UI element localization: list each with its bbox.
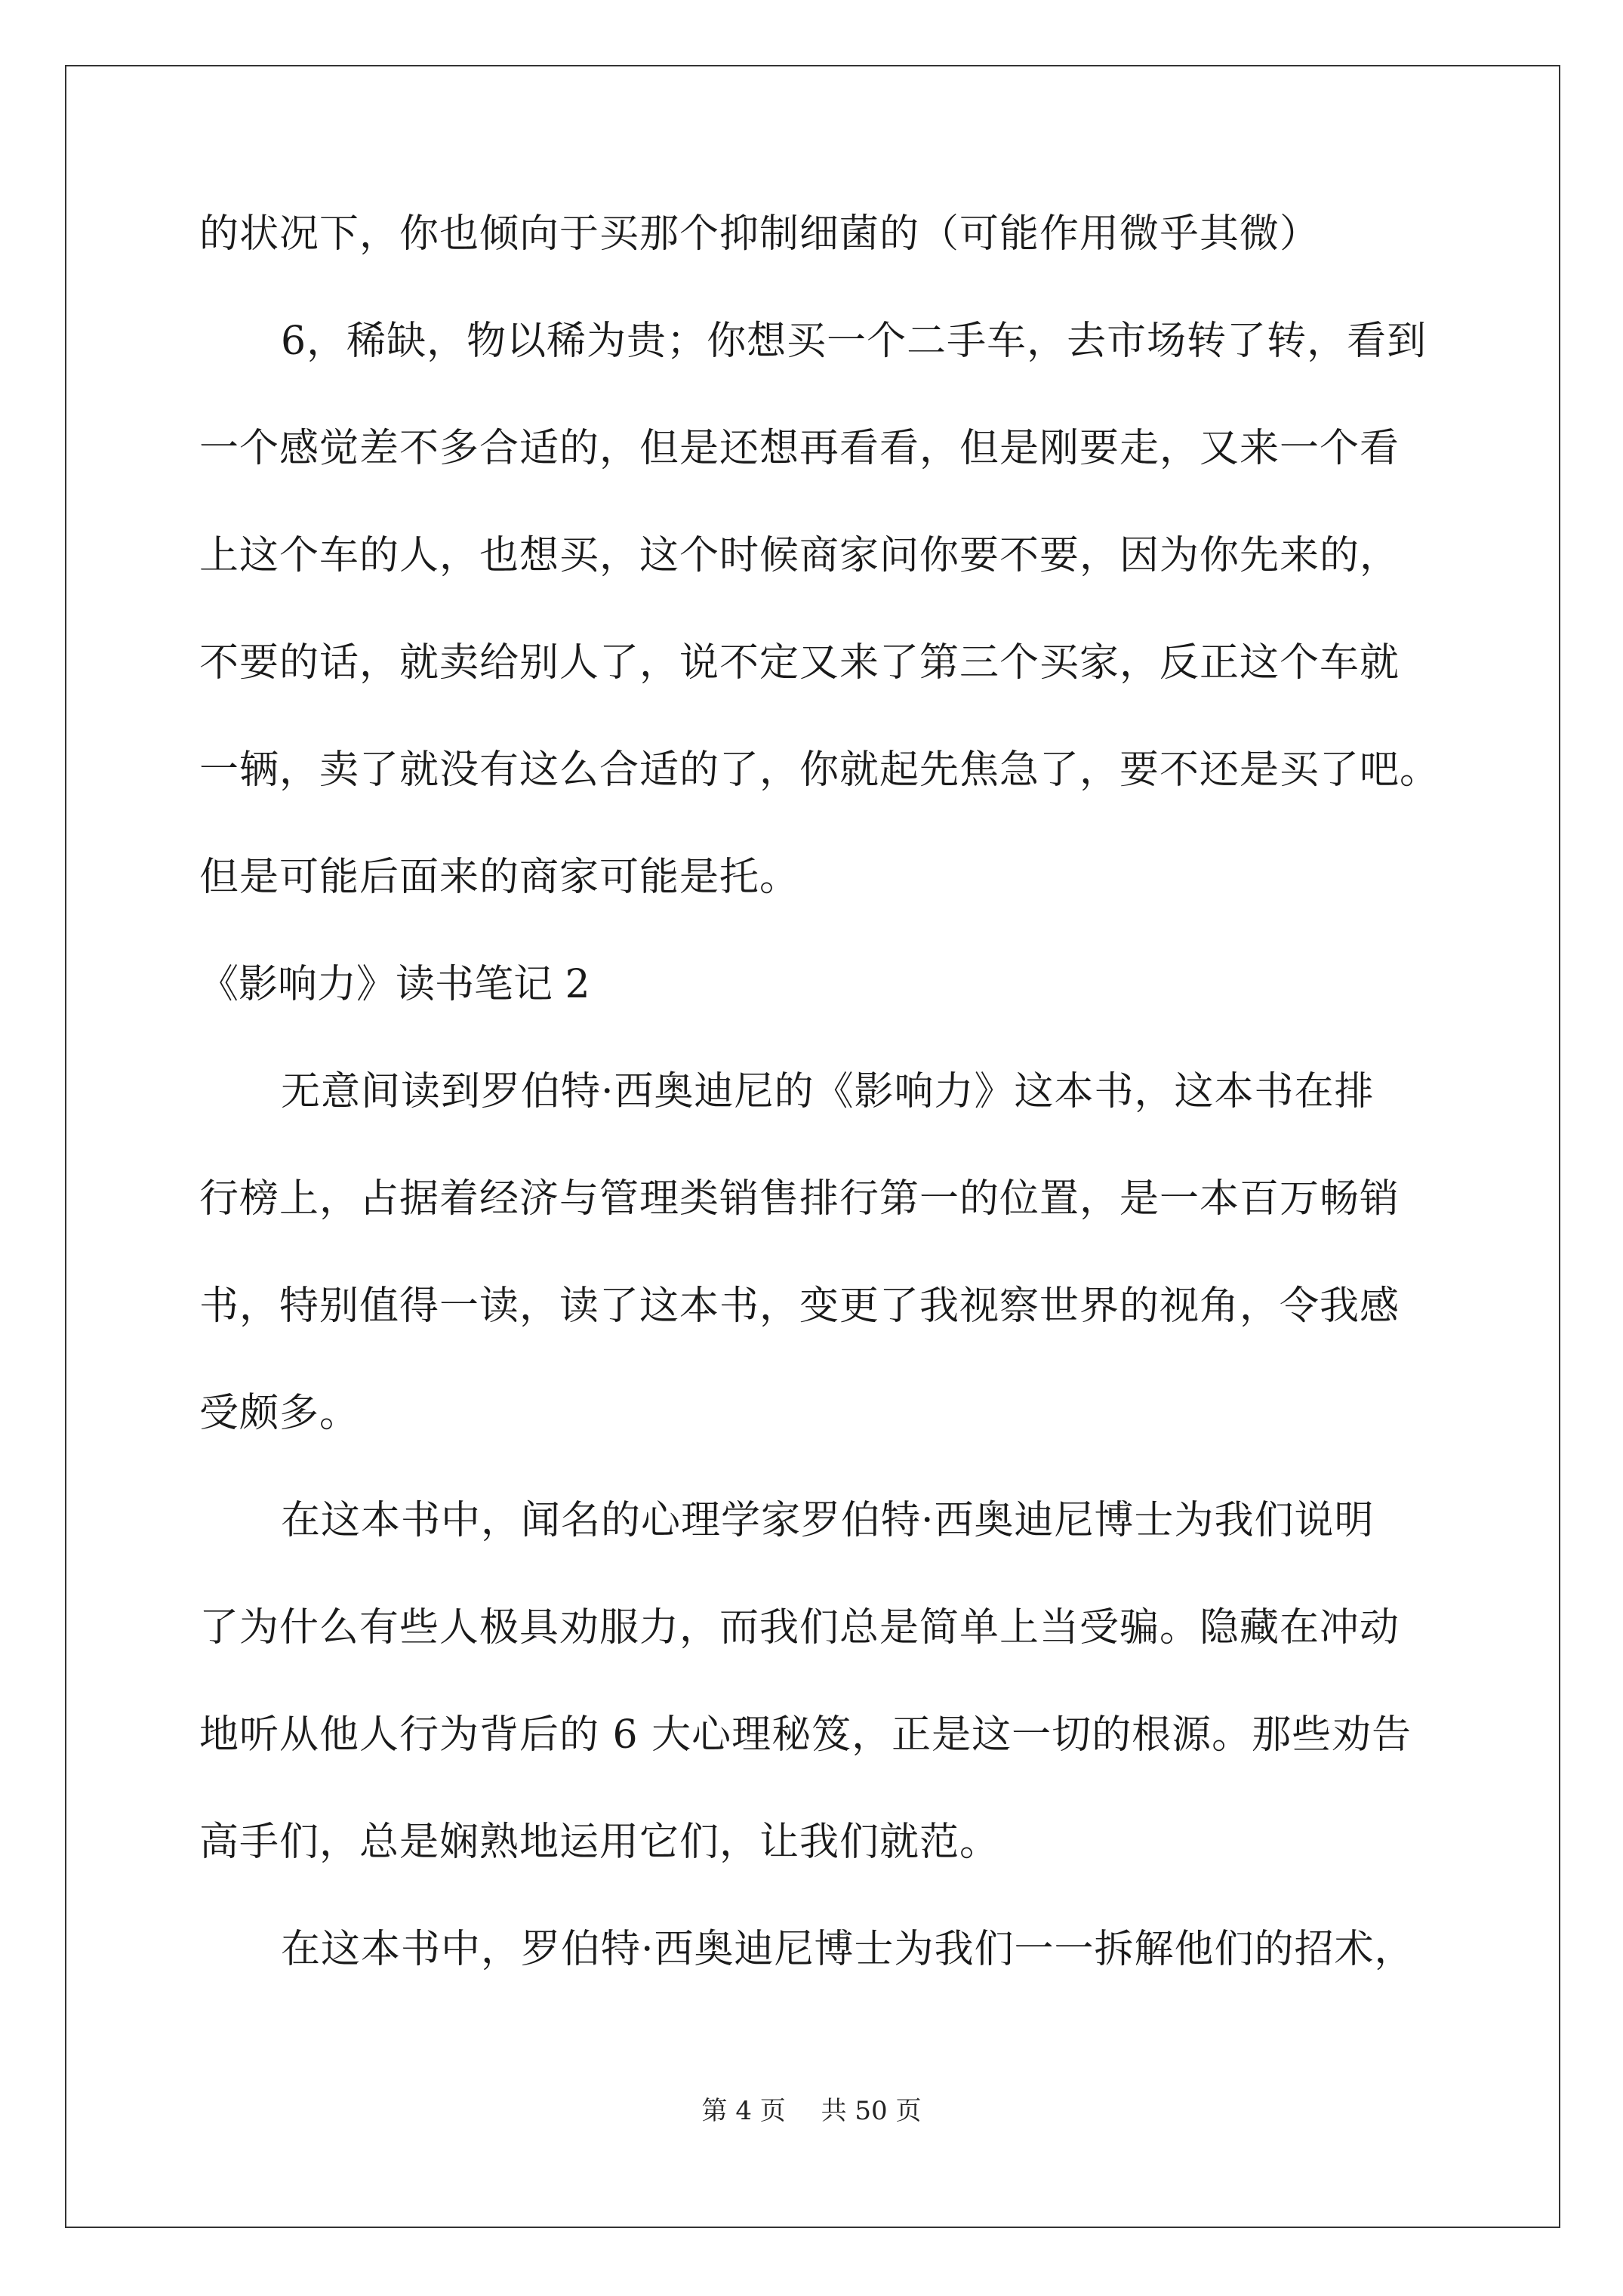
text-line: 了为什么有些人极具劝服力，而我们总是简单上当受骗。隐藏在冲动 bbox=[199, 1605, 1400, 1650]
text-line: 的状况下，你也倾向于买那个抑制细菌的（可能作用微乎其微） bbox=[199, 211, 1320, 257]
text-line: 无意间读到罗伯特·西奥迪尼的《影响力》这本书，这本书在排 bbox=[281, 1069, 1375, 1114]
page-footer bbox=[0, 2096, 1623, 2126]
text-line: 书，特别值得一读，读了这本书，变更了我视察世界的视角，令我感 bbox=[199, 1284, 1400, 1329]
current-page-number: 第 4 页 bbox=[701, 2096, 786, 2126]
text-line: 在这本书中，罗伯特·西奥迪尼博士为我们一一拆解他们的招术， bbox=[281, 1927, 1415, 1972]
page-frame bbox=[65, 65, 1560, 2228]
text-line: 地听从他人行为背后的 6 大心理秘笈，正是这一切的根源。那些劝告 bbox=[199, 1712, 1412, 1758]
text-line: 但是可能后面来的商家可能是托。 bbox=[199, 855, 800, 900]
text-line: 一个感觉差不多合适的，但是还想再看看，但是刚要走，又来一个看 bbox=[199, 426, 1400, 471]
text-line: 6，稀缺，物以稀为贵；你想买一个二手车，去市场转了转，看到 bbox=[281, 319, 1427, 364]
text-line: 不要的话，就卖给别人了，说不定又来了第三个买家，反正这个车就 bbox=[199, 640, 1400, 686]
total-pages: 共 50 页 bbox=[821, 2096, 922, 2126]
text-line: 一辆，卖了就没有这么合适的了，你就起先焦急了，要不还是买了吧。 bbox=[199, 747, 1440, 793]
text-line: 受颇多。 bbox=[199, 1391, 360, 1436]
text-line: 高手们，总是娴熟地运用它们，让我们就范。 bbox=[199, 1820, 1000, 1865]
text-line: 行榜上，占据着经济与管理类销售排行第一的位置，是一本百万畅销 bbox=[199, 1176, 1400, 1222]
text-line: 在这本书中，闻名的心理学家罗伯特·西奥迪尼博士为我们说明 bbox=[281, 1498, 1375, 1543]
section-heading: 《影响力》读书笔记 2 bbox=[199, 962, 590, 1007]
text-line: 上这个车的人，也想买，这个时候商家问你要不要，因为你先来的， bbox=[199, 533, 1400, 578]
